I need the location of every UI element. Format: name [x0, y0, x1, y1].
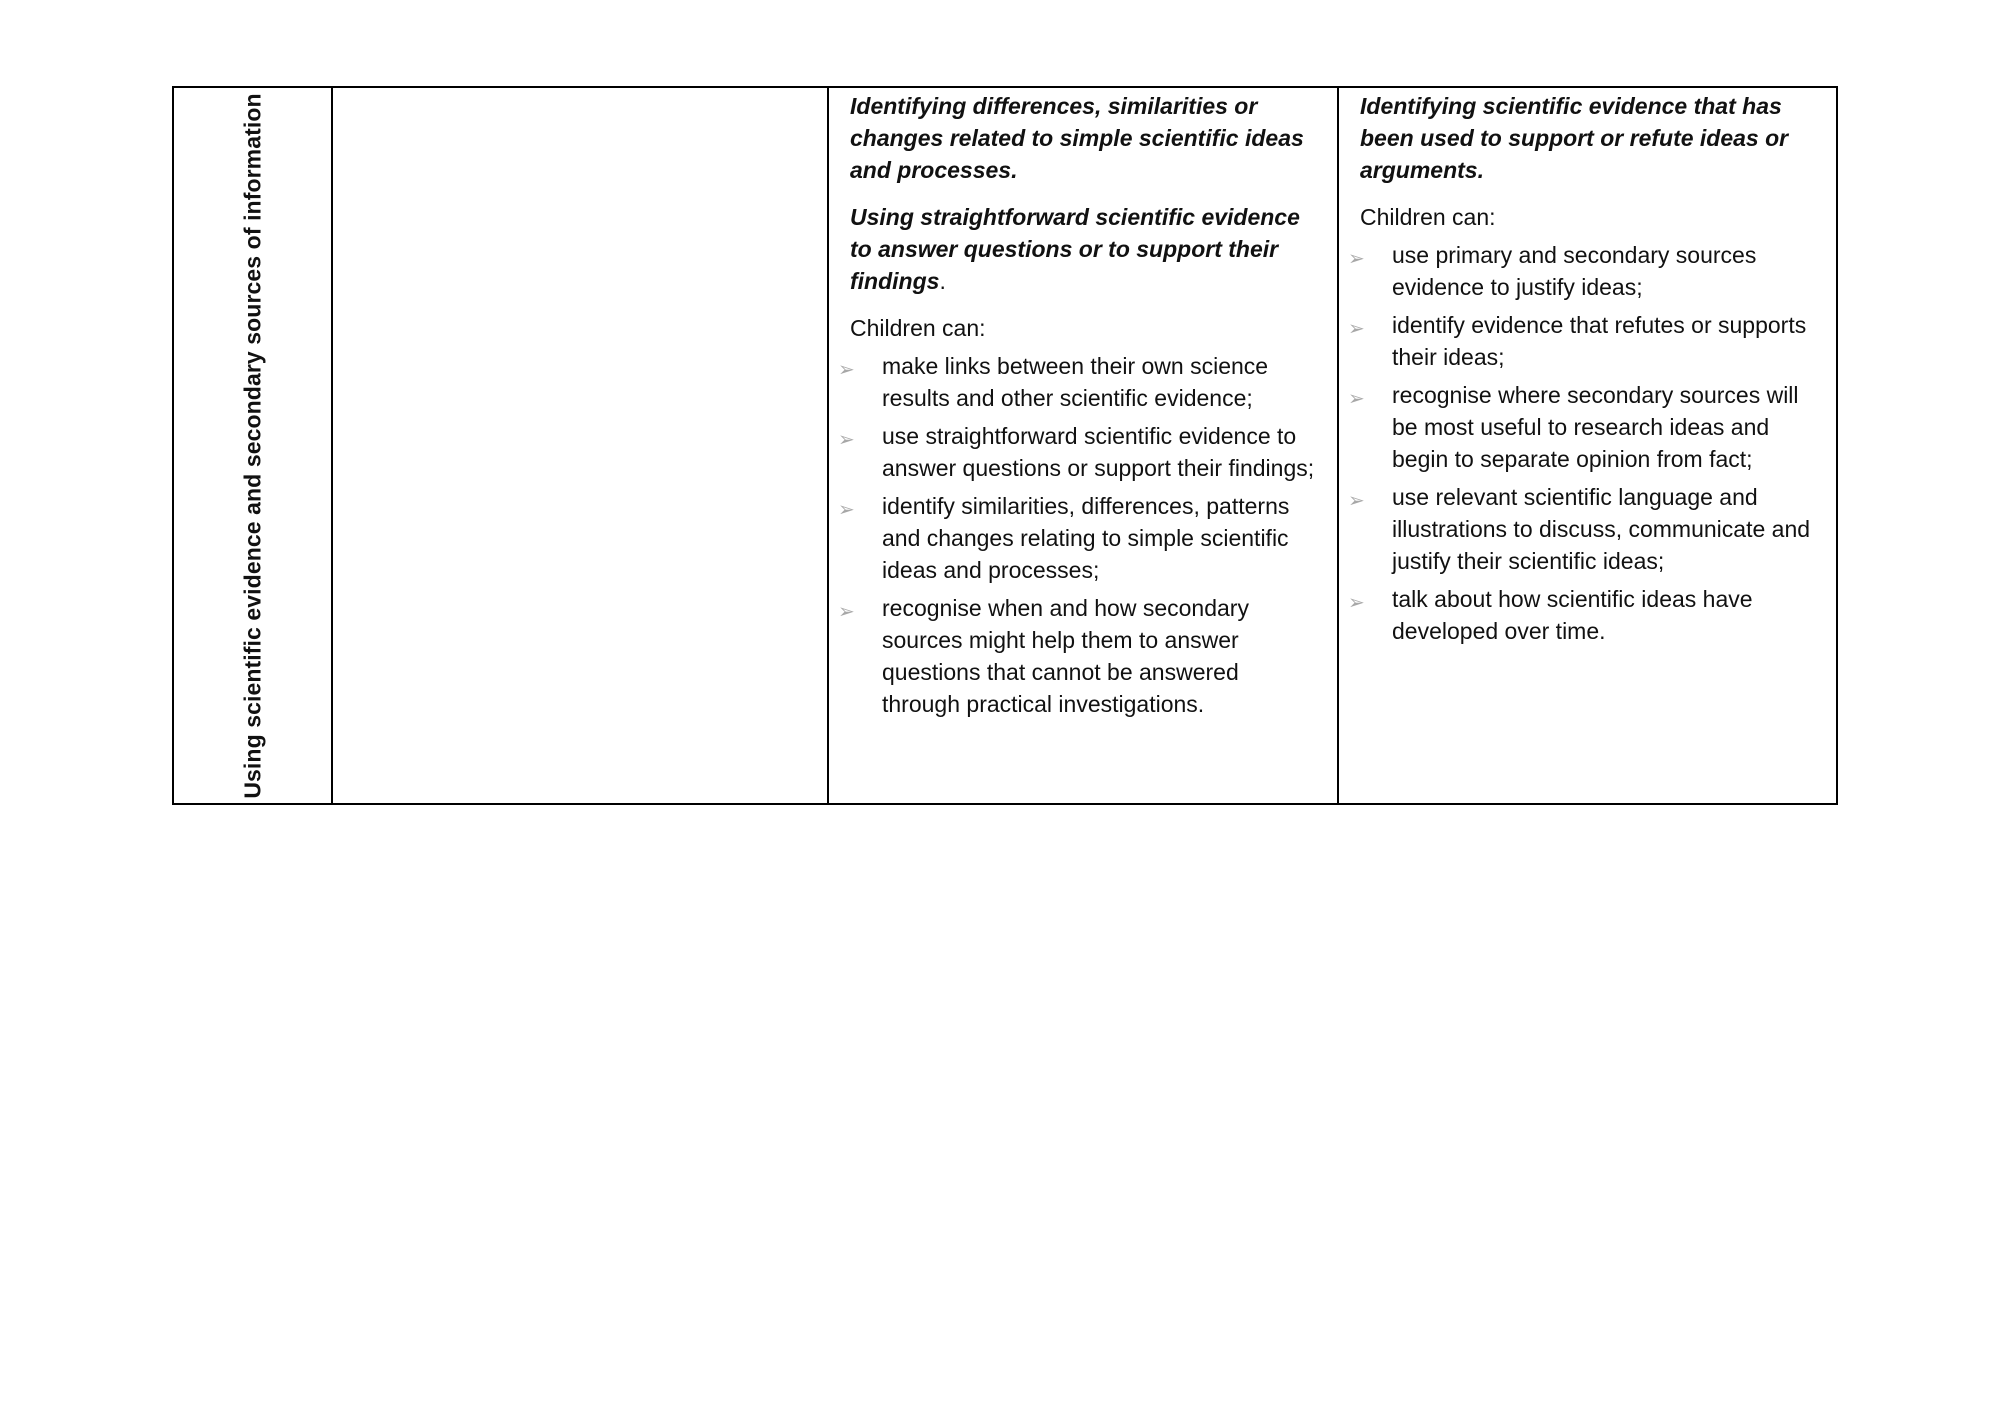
ks1-bullet-list: [838, 350, 1317, 720]
arrowhead-bullet-icon: ➢: [1348, 488, 1365, 512]
list-item: ➢ make links between their own science results and other scientific evidence;: [838, 353, 1269, 411]
list-item: ➢ use straightforward scientific evidence to answer questions or support their findings;: [838, 423, 1315, 481]
arrowhead-bullet-icon: ➢: [838, 427, 855, 451]
ks2-bullet-list: [1348, 239, 1816, 647]
list-item: ➢ recognise when and how secondary sources might help them to answer questions that cannot be answered through practical investigations.: [838, 595, 1249, 717]
arrowhead-bullet-icon: ➢: [838, 357, 855, 381]
row-label: Using scientific evidence and secondary sources of information: [239, 92, 265, 799]
arrowhead-bullet-icon: ➢: [838, 497, 855, 521]
ks1-heading-2: Using straightforward scientific evidence to answer questions or to support their findings.: [850, 204, 1300, 294]
list-item: ➢ use primary and secondary sources evidence to justify ideas;: [1348, 242, 1757, 300]
ks2-cell: [1339, 88, 1836, 803]
ks1-intro: Children can:: [850, 315, 986, 341]
progression-table: [172, 86, 1838, 805]
ks1-cell: [829, 88, 1339, 803]
list-item: ➢ recognise where secondary sources will be most useful to research ideas and begin to separate opinion from fact;: [1348, 382, 1799, 472]
list-item: ➢ identify similarities, differences, patterns and changes relating to simple scientific ideas and processes;: [838, 493, 1290, 583]
arrowhead-bullet-icon: ➢: [1348, 316, 1365, 340]
arrowhead-bullet-icon: ➢: [1348, 590, 1365, 614]
list-item: ➢ talk about how scientific ideas have developed over time.: [1348, 586, 1753, 644]
empty-cell: [333, 88, 829, 803]
arrowhead-bullet-icon: ➢: [1348, 386, 1365, 410]
arrowhead-bullet-icon: ➢: [838, 599, 855, 623]
ks1-heading-1: Identifying differences, similarities or changes related to simple scientific ideas and processes.: [850, 93, 1304, 183]
list-item: ➢ identify evidence that refutes or supports their ideas;: [1348, 312, 1807, 370]
ks2-intro: Children can:: [1360, 204, 1496, 230]
arrowhead-bullet-icon: ➢: [1348, 246, 1365, 270]
list-item: ➢ use relevant scientific language and illustrations to discuss, communicate and justify their scientific ideas;: [1348, 484, 1811, 574]
row-label-cell: [174, 88, 333, 803]
ks2-heading-1: Identifying scientific evidence that has been used to support or refute ideas or arguments.: [1360, 93, 1789, 183]
